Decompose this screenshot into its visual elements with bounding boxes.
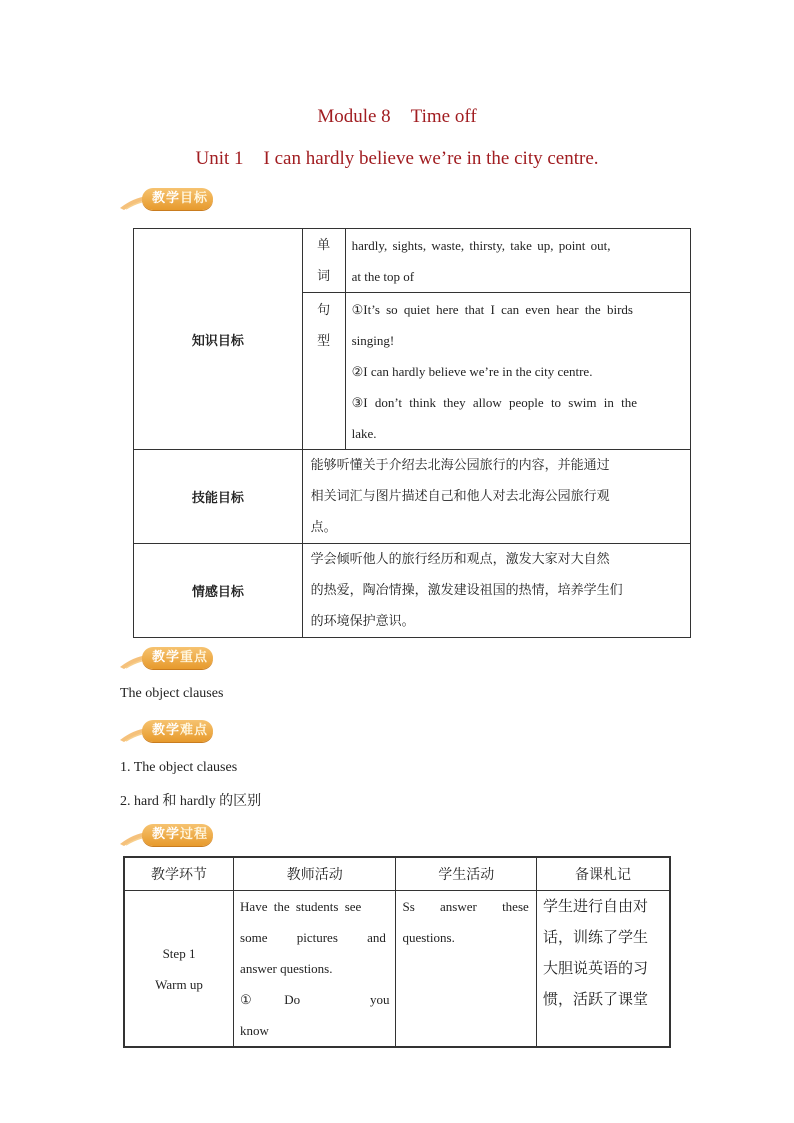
key-point-text: The object clauses — [120, 686, 224, 701]
header-stage: 教学环节 — [124, 857, 234, 891]
words-cell: hardly, sights, waste, thirsty, take up, point out, at the top of — [345, 229, 690, 293]
module-title — [0, 106, 794, 128]
section-header-objectives: 教学目标 — [120, 186, 230, 212]
header-teacher: 教师活动 — [234, 857, 396, 891]
section-header-difficulties: 教学难点 — [120, 718, 230, 744]
sentences-label: 句 型 — [302, 293, 345, 450]
unit-title — [0, 148, 794, 170]
difficulty-1: 1. The object clauses — [120, 760, 238, 775]
module-name: Time off — [410, 106, 477, 127]
goals-table — [133, 228, 691, 638]
emotion-label: 情感目标 — [134, 544, 303, 638]
difficulty-2: 2. hard 和 hardly 的区别 — [120, 794, 262, 809]
step-cell: Step 1 Warm up — [124, 891, 234, 1048]
sentences-cell: ①It’s so quiet here that I can even hear the birds singing! ②I can hardly believe we’re in the city centre. ③I don’t think they allow people to swim in the lake. — [345, 293, 690, 450]
skill-cell: 能够听懂关于介绍去北海公园旅行的内容，并能通过 相关词汇与图片描述自己和他人对去北海公园旅行观 点。 — [302, 450, 690, 544]
skill-label: 技能目标 — [134, 450, 303, 544]
teacher-cell: Have the students see some pictures and answer questions. ①Do you know — [234, 891, 396, 1048]
module-number: Module 8 — [317, 106, 391, 127]
emotion-cell: 学会倾听他人的旅行经历和观点，激发大家对大自然 的热爱，陶冶情操，激发建设祖国的热情，培养学生们 的环境保护意识。 — [302, 544, 690, 638]
process-header-row — [124, 857, 670, 891]
unit-number: Unit 1 — [195, 148, 244, 169]
table-row — [124, 891, 670, 1048]
process-table — [123, 856, 671, 1048]
words-label: 单 词 — [302, 229, 345, 293]
section-header-key-points: 教学重点 — [120, 645, 230, 671]
section-header-process: 教学过程 — [120, 822, 230, 848]
header-notes: 备课札记 — [537, 857, 670, 891]
notes-cell: 学生进行自由对 话，训练了学生 大胆说英语的习 惯，活跃了课堂 — [537, 891, 670, 1048]
header-student: 学生活动 — [396, 857, 537, 891]
knowledge-label: 知识目标 — [134, 229, 303, 450]
student-cell: Ss answer these questions. — [396, 891, 537, 1048]
unit-name: I can hardly believe we’re in the city centre. — [263, 148, 599, 169]
